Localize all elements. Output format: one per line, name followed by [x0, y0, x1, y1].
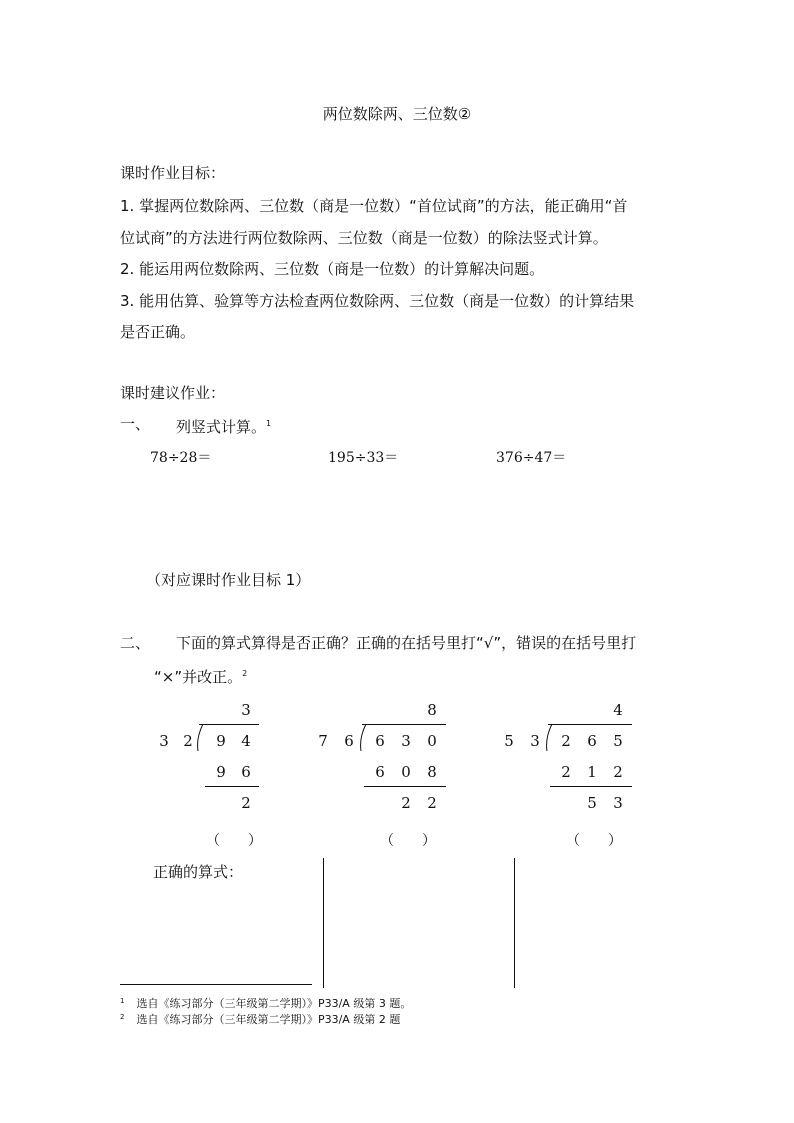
division-bar	[199, 724, 259, 725]
q1-problem-2: 195÷33＝	[328, 450, 399, 466]
goal-line-3: 2. 能运用两位数除两、三位数（商是一位数）的计算解决问题。	[120, 260, 545, 278]
divisor-digit: 6	[344, 732, 354, 750]
division-bar	[548, 724, 632, 725]
q1-footnote-ref: 1	[266, 419, 272, 428]
q1-problem-1: 78÷28＝	[150, 450, 212, 466]
q1-problem-3: 376÷47＝	[496, 450, 567, 466]
dividend-digit: 6	[587, 732, 597, 750]
subtraction-line	[364, 786, 446, 787]
dividend-digit: 6	[375, 732, 385, 750]
quotient-digit: 8	[427, 701, 437, 719]
division-bracket	[359, 724, 367, 752]
divisor-digit: 3	[159, 732, 169, 750]
divisor-digit: 5	[504, 732, 514, 750]
product-digit: 2	[613, 763, 623, 781]
correct-label: 正确的算式：	[153, 863, 244, 881]
footnote-mark: 2	[120, 1013, 125, 1021]
q2-footnote-ref: 2	[242, 669, 248, 678]
homework-heading: 课时建议作业：	[120, 384, 226, 402]
goal-line-1: 1. 掌握两位数除两、三位数（商是一位数）“首位试商”的方法，能正确用“首	[120, 197, 628, 215]
column-divider	[323, 858, 324, 988]
q1-text-label: 列竖式计算。	[176, 418, 267, 436]
remainder-digit: 2	[241, 794, 251, 812]
answer-bracket-3[interactable]: （ ）	[566, 833, 622, 849]
q1-text	[176, 414, 271, 437]
goal-line-5: 是否正确。	[120, 323, 196, 341]
footnote-2	[120, 1011, 400, 1027]
answer-bracket-2[interactable]: （ ）	[380, 833, 436, 849]
divisor-digit: 3	[530, 732, 540, 750]
subtraction-line	[550, 786, 632, 787]
quotient-digit: 4	[613, 701, 623, 719]
goals-heading: 课时作业目标：	[120, 164, 226, 182]
product-digit: 9	[216, 763, 226, 781]
column-divider	[514, 858, 515, 988]
subtraction-line	[205, 786, 259, 787]
divisor-digit: 2	[183, 732, 193, 750]
product-digit: 6	[241, 763, 251, 781]
product-digit: 2	[561, 763, 571, 781]
remainder-digit: 2	[401, 794, 411, 812]
q2-number: 二、	[120, 634, 151, 652]
goal-line-4: 3. 能用估算、验算等方法检查两位数除两、三位数（商是一位数）的计算结果	[120, 292, 635, 310]
footnote-mark: 1	[120, 997, 125, 1005]
quotient-digit: 3	[241, 701, 251, 719]
division-bracket	[545, 724, 553, 752]
footnote-1	[120, 995, 411, 1011]
remainder-digit: 2	[427, 794, 437, 812]
footnote-text: 选自《练习部分（三年级第二学期）》P33/A 级第 3 题。	[136, 997, 412, 1010]
dividend-digit: 4	[241, 732, 251, 750]
product-digit: 0	[401, 763, 411, 781]
goal-line-2: 位试商”的方法进行两位数除两、三位数（商是一位数）的除法竖式计算。	[120, 229, 608, 247]
product-digit: 6	[375, 763, 385, 781]
product-digit: 1	[587, 763, 597, 781]
q1-goal-note: （对应课时作业目标 1）	[146, 571, 311, 589]
dividend-digit: 2	[561, 732, 571, 750]
product-digit: 8	[427, 763, 437, 781]
remainder-digit: 5	[587, 794, 597, 812]
footnote-text: 选自《练习部分（三年级第二学期）》P33/A 级第 2 题	[136, 1013, 401, 1026]
q2-text-line-1: 下面的算式算得是否正确？正确的在括号里打“√”，错误的在括号里打	[176, 634, 637, 652]
footnote-separator	[120, 984, 312, 985]
dividend-digit: 0	[427, 732, 437, 750]
remainder-digit: 3	[613, 794, 623, 812]
dividend-digit: 9	[216, 732, 226, 750]
page-title: 两位数除两、三位数②	[322, 105, 472, 123]
dividend-digit: 3	[401, 732, 411, 750]
divisor-digit: 7	[318, 732, 328, 750]
division-bracket	[196, 724, 204, 752]
division-bar	[362, 724, 446, 725]
q1-number: 一、	[120, 415, 151, 433]
dividend-digit: 5	[613, 732, 623, 750]
q2-text-line-2	[154, 664, 247, 687]
answer-bracket-1[interactable]: （ ）	[206, 833, 262, 849]
q2-text-line-2-label: “×”并改正。	[154, 668, 243, 686]
